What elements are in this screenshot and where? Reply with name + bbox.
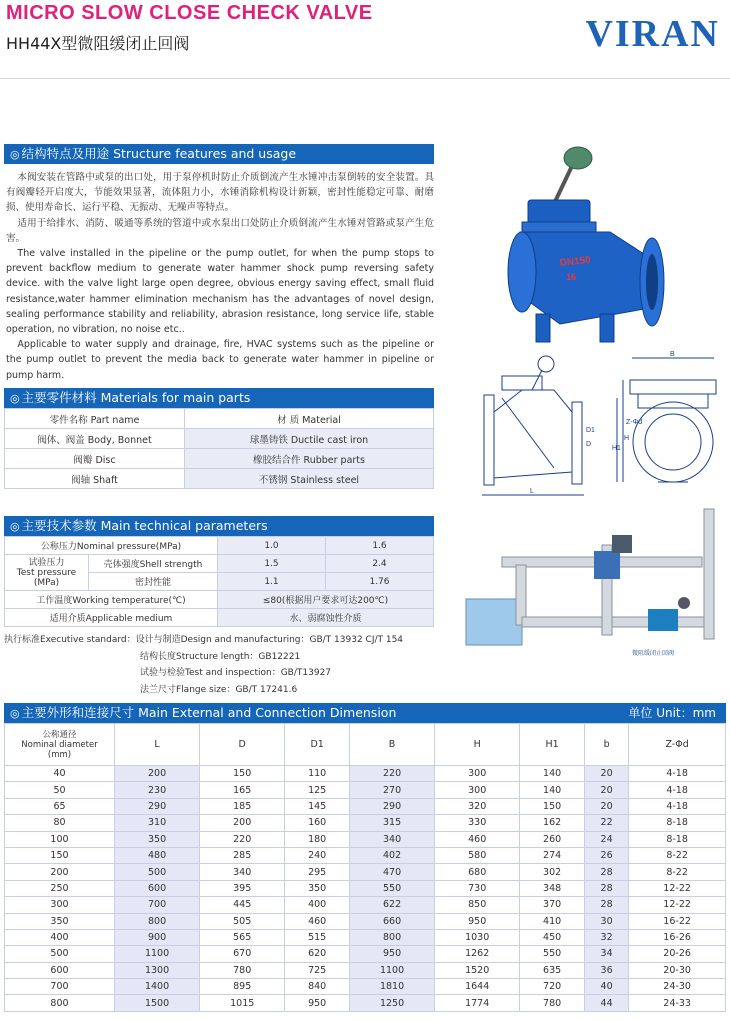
- d-cell: 1015: [200, 995, 285, 1011]
- table-row: [5, 962, 726, 978]
- dimensions-unit: 单位 Unit：mm: [628, 706, 716, 720]
- header-material: 材 质 Material: [185, 409, 434, 429]
- table-row: [5, 537, 434, 555]
- header-d1: D1: [285, 724, 350, 766]
- d1-cell: 400: [285, 897, 350, 913]
- header-h1: H1: [520, 724, 585, 766]
- b-cell: 1250: [349, 995, 434, 1011]
- nominal-diameter-cell: 40: [5, 766, 115, 782]
- nominal-diameter-cell: 500: [5, 946, 115, 962]
- h-cell: 850: [435, 897, 520, 913]
- h-cell: 1520: [435, 962, 520, 978]
- nominal-diameter-cell: 350: [5, 913, 115, 929]
- header-l: L: [115, 724, 200, 766]
- b-cell: 1100: [349, 962, 434, 978]
- table-row: [5, 847, 726, 863]
- z-phi-d-cell: 12-22: [629, 880, 726, 896]
- l-cell: 900: [115, 929, 200, 945]
- b-small-cell: 32: [584, 929, 628, 945]
- features-heading-bar: [4, 144, 434, 164]
- materials-heading-bar: [4, 388, 434, 408]
- b-cell: 402: [349, 847, 434, 863]
- dimension-drawing: [462, 350, 728, 500]
- b-small-cell: 20: [584, 782, 628, 798]
- z-phi-d-cell: 12-22: [629, 897, 726, 913]
- table-row: [5, 929, 726, 945]
- seal-value-2: 1.76: [326, 573, 434, 591]
- l-cell: 1300: [115, 962, 200, 978]
- standard-line-4: 法兰尺寸Flange size：GB/T 17241.6: [140, 684, 298, 695]
- shell-value-2: 2.4: [326, 555, 434, 573]
- table-header-row: [5, 409, 434, 429]
- nominal-diameter-cell: 100: [5, 831, 115, 847]
- install-caption: 微阻缓闭止回阀: [632, 651, 675, 657]
- b-cell: 550: [349, 880, 434, 896]
- bullet-icon: ◎: [10, 148, 20, 161]
- table-row: [5, 815, 726, 831]
- features-en-para1: The valve installed in the pipeline or the pump outlet, for when the pump stops to prevent backflow medium to generate water hammer shock pump reversing safety device. with the valve light large open degree, obvious energy saving effect, small fluid resistance,water hammer elimination mechanism has the advantages of novel design, sealing performance stability and reliability, abrasion resistance, long service life, stable operation, no vibration, no noise etc..: [6, 248, 434, 336]
- b-small-cell: 34: [584, 946, 628, 962]
- photo-label-pn: 16: [566, 272, 577, 282]
- nominal-diameter-cell: 700: [5, 979, 115, 995]
- d-cell: 200: [200, 815, 285, 831]
- technical-heading: 主要技术参数 Main technical parameters: [21, 518, 268, 533]
- nd-en: Nominal diameter: [21, 739, 98, 750]
- table-row: [5, 609, 434, 627]
- features-cn-para1: 本阀安装在管路中或泵的出口处，用于泵停机时防止介质倒流产生水锤冲击泵倒转的安全装置。具有阀瓣轻开启度大，节能效果显著，流体阻力小，水锤消除机构设计新颖，密封性能稳定可靠、耐磨损、使用寿命长、运行平稳、无振动、无噪声等特点。: [6, 172, 434, 214]
- nominal-diameter-cell: 800: [5, 995, 115, 1011]
- z-phi-d-cell: 8-18: [629, 831, 726, 847]
- d-cell: 340: [200, 864, 285, 880]
- table-row: [5, 555, 434, 573]
- d-cell: 505: [200, 913, 285, 929]
- l-cell: 1100: [115, 946, 200, 962]
- d-cell: 445: [200, 897, 285, 913]
- b-cell: 950: [349, 946, 434, 962]
- b-cell: 315: [349, 815, 434, 831]
- b-small-cell: 22: [584, 815, 628, 831]
- table-row: [5, 946, 726, 962]
- bullet-icon: ◎: [10, 707, 20, 720]
- header-b: B: [349, 724, 434, 766]
- header-b-small: b: [584, 724, 628, 766]
- d-cell: 150: [200, 766, 285, 782]
- technical-heading-bar: [4, 516, 434, 536]
- header-d: D: [200, 724, 285, 766]
- nominal-value-2: 1.6: [326, 537, 434, 555]
- z-phi-d-cell: 20-26: [629, 946, 726, 962]
- test-label-cn: 试验压力: [28, 557, 65, 568]
- header-z-phi-d: Z-Φd: [629, 724, 726, 766]
- l-cell: 1500: [115, 995, 200, 1011]
- materials-heading: 主要零件材料 Materials for main parts: [21, 390, 251, 405]
- material-cell: 球墨铸铁 Ductile cast iron: [185, 429, 434, 449]
- table-row: [5, 864, 726, 880]
- h-cell: 300: [435, 782, 520, 798]
- h-cell: 1030: [435, 929, 520, 945]
- h1-cell: 450: [520, 929, 585, 945]
- header-h: H: [435, 724, 520, 766]
- nominal-diameter-cell: 300: [5, 897, 115, 913]
- b-small-cell: 30: [584, 913, 628, 929]
- d-cell: 220: [200, 831, 285, 847]
- z-phi-d-cell: 20-30: [629, 962, 726, 978]
- d-cell: 780: [200, 962, 285, 978]
- header-part-name: 零件名称 Part name: [5, 409, 185, 429]
- z-phi-d-cell: 8-18: [629, 815, 726, 831]
- z-phi-d-cell: 8-22: [629, 847, 726, 863]
- medium-value: 水、弱腐蚀性介质: [218, 609, 434, 627]
- d1-cell: 515: [285, 929, 350, 945]
- b-cell: 622: [349, 897, 434, 913]
- d1-cell: 620: [285, 946, 350, 962]
- materials-table: [4, 408, 434, 489]
- nominal-diameter-cell: 65: [5, 798, 115, 814]
- part-name-cell: 阀体、阀盖 Body, Bonnet: [5, 429, 185, 449]
- nominal-pressure-label: 公称压力Nominal pressure(MPa): [5, 537, 218, 555]
- h-cell: 1262: [435, 946, 520, 962]
- z-phi-d-cell: 4-18: [629, 766, 726, 782]
- temperature-value: ≤80(根据用户要求可达200℃): [218, 591, 434, 609]
- l-cell: 500: [115, 864, 200, 880]
- b-small-cell: 40: [584, 979, 628, 995]
- h-cell: 950: [435, 913, 520, 929]
- shell-strength-label: 壳体强度Shell strength: [89, 555, 218, 573]
- title-cn: HH44X型微阻缓闭止回阀: [6, 34, 190, 53]
- l-cell: 200: [115, 766, 200, 782]
- table-row: [5, 798, 726, 814]
- table-row: [5, 766, 726, 782]
- nominal-diameter-cell: 150: [5, 847, 115, 863]
- table-row: [5, 782, 726, 798]
- table-row: [5, 897, 726, 913]
- nominal-diameter-cell: 400: [5, 929, 115, 945]
- d1-cell: 840: [285, 979, 350, 995]
- b-small-cell: 44: [584, 995, 628, 1011]
- l-cell: 1400: [115, 979, 200, 995]
- l-cell: 800: [115, 913, 200, 929]
- d1-cell: 180: [285, 831, 350, 847]
- b-small-cell: 28: [584, 880, 628, 896]
- h1-cell: 260: [520, 831, 585, 847]
- h1-cell: 370: [520, 897, 585, 913]
- z-phi-d-cell: 16-26: [629, 929, 726, 945]
- photo-label-dn: DN150: [559, 254, 592, 269]
- h1-cell: 720: [520, 979, 585, 995]
- d1-cell: 460: [285, 913, 350, 929]
- l-cell: 700: [115, 897, 200, 913]
- z-phi-d-cell: 16-22: [629, 913, 726, 929]
- features-heading: 结构特点及用途 Structure features and usage: [21, 146, 297, 161]
- standard-line-3: 试验与检验Test and inspection：GB/T13927: [140, 668, 332, 678]
- b-small-cell: 28: [584, 864, 628, 880]
- d-cell: 670: [200, 946, 285, 962]
- d1-cell: 125: [285, 782, 350, 798]
- material-cell: 橡胶结合件 Rubber parts: [185, 449, 434, 469]
- h1-cell: 274: [520, 847, 585, 863]
- nd-unit: (mm): [47, 749, 72, 760]
- table-row: [5, 469, 434, 489]
- drawing-label-l: L: [530, 488, 534, 495]
- dimensions-table: [4, 723, 726, 1012]
- h-cell: 730: [435, 880, 520, 896]
- standard-line-1: 执行标准Executive standard：设计与制造Design and manufacturing：GB/T 13932 CJ/T 154: [4, 635, 404, 645]
- table-row: [5, 429, 434, 449]
- h-cell: 300: [435, 766, 520, 782]
- h-cell: 330: [435, 815, 520, 831]
- nominal-diameter-cell: 200: [5, 864, 115, 880]
- dimensions-heading: 主要外形和连接尺寸 Main External and Connection Dimension: [21, 705, 397, 720]
- h-cell: 320: [435, 798, 520, 814]
- b-small-cell: 36: [584, 962, 628, 978]
- d1-cell: 160: [285, 815, 350, 831]
- d1-cell: 295: [285, 864, 350, 880]
- b-cell: 340: [349, 831, 434, 847]
- counterweight: [564, 147, 592, 169]
- dimensions-heading-bar: [4, 703, 726, 723]
- table-row: [5, 913, 726, 929]
- drawing-label-b: B: [670, 351, 675, 358]
- l-cell: 350: [115, 831, 200, 847]
- title-en: MICRO SLOW CLOSE CHECK VALVE: [6, 2, 373, 24]
- z-phi-d-cell: 24-33: [629, 995, 726, 1011]
- b-cell: 1810: [349, 979, 434, 995]
- z-phi-d-cell: 4-18: [629, 782, 726, 798]
- d1-cell: 110: [285, 766, 350, 782]
- drawing-label-h: H: [624, 435, 630, 442]
- d1-cell: 350: [285, 880, 350, 896]
- l-cell: 480: [115, 847, 200, 863]
- part-name-cell: 阀瓣 Disc: [5, 449, 185, 469]
- technical-table: [4, 536, 434, 627]
- h-cell: 580: [435, 847, 520, 863]
- d1-cell: 145: [285, 798, 350, 814]
- drawing-label-h1: H1: [612, 445, 621, 452]
- nd-cn: 公称通径: [42, 729, 77, 740]
- features-cn-para2: 适用于给排水、消防、暖通等系统的管道中或水泵出口处防止介质倒流产生水锤对管路或泵产生危害。: [6, 217, 434, 244]
- l-cell: 290: [115, 798, 200, 814]
- h1-cell: 140: [520, 766, 585, 782]
- d1-cell: 240: [285, 847, 350, 863]
- d-cell: 185: [200, 798, 285, 814]
- brand-logo: VIRAN: [585, 13, 720, 55]
- d1-cell: 950: [285, 995, 350, 1011]
- b-small-cell: 20: [584, 798, 628, 814]
- features-en-para2: Applicable to water supply and drainage, fire, HVAC systems such as the pipeline or the pump outlet to prevent the media back to generate water hammer in pipeline or pump harm.: [6, 339, 434, 381]
- header-nominal-diameter: [5, 724, 115, 766]
- bullet-icon: ◎: [10, 392, 20, 405]
- b-cell: 470: [349, 864, 434, 880]
- l-cell: 230: [115, 782, 200, 798]
- medium-label: 适用介质Applicable medium: [5, 609, 218, 627]
- h1-cell: 150: [520, 798, 585, 814]
- features-text: [6, 170, 434, 383]
- h-cell: 460: [435, 831, 520, 847]
- nominal-diameter-cell: 250: [5, 880, 115, 896]
- material-cell: 不锈钢 Stainless steel: [185, 469, 434, 489]
- seal-value-1: 1.1: [218, 573, 326, 591]
- drawing-label-d: D: [586, 441, 592, 448]
- h1-cell: 550: [520, 946, 585, 962]
- drawing-label-z: Z-Φd: [626, 419, 643, 426]
- h1-cell: 635: [520, 962, 585, 978]
- nominal-value-1: 1.0: [218, 537, 326, 555]
- standards-block: [4, 632, 403, 698]
- shell-value-1: 1.5: [218, 555, 326, 573]
- h1-cell: 162: [520, 815, 585, 831]
- b-cell: 290: [349, 798, 434, 814]
- b-small-cell: 24: [584, 831, 628, 847]
- l-cell: 600: [115, 880, 200, 896]
- table-row: [5, 880, 726, 896]
- b-small-cell: 20: [584, 766, 628, 782]
- nominal-diameter-cell: 50: [5, 782, 115, 798]
- bullet-icon: ◎: [10, 520, 20, 533]
- table-header-row: [5, 724, 726, 766]
- part-name-cell: 阀轴 Shaft: [5, 469, 185, 489]
- b-small-cell: 28: [584, 897, 628, 913]
- dimensions-body: [5, 766, 726, 1012]
- b-cell: 220: [349, 766, 434, 782]
- table-row: [5, 591, 434, 609]
- valve-photo: [500, 138, 680, 348]
- drawing-label-d1: D1: [586, 427, 595, 434]
- h-cell: 1774: [435, 995, 520, 1011]
- z-phi-d-cell: 24-30: [629, 979, 726, 995]
- b-cell: 270: [349, 782, 434, 798]
- table-row: [5, 979, 726, 995]
- d-cell: 565: [200, 929, 285, 945]
- h1-cell: 302: [520, 864, 585, 880]
- table-row: [5, 449, 434, 469]
- d1-cell: 725: [285, 962, 350, 978]
- h1-cell: 348: [520, 880, 585, 896]
- table-row: [5, 995, 726, 1011]
- d-cell: 395: [200, 880, 285, 896]
- z-phi-d-cell: 8-22: [629, 864, 726, 880]
- installation-diagram: [462, 505, 728, 665]
- h-cell: 680: [435, 864, 520, 880]
- h1-cell: 410: [520, 913, 585, 929]
- standard-line-2: 结构长度Structure length：GB12221: [140, 651, 301, 662]
- d-cell: 165: [200, 782, 285, 798]
- b-small-cell: 26: [584, 847, 628, 863]
- h1-cell: 780: [520, 995, 585, 1011]
- test-label-unit: (MPa): [33, 577, 60, 588]
- test-label-en: Test pressure: [16, 567, 77, 578]
- b-cell: 800: [349, 929, 434, 945]
- test-pressure-label: [5, 555, 89, 591]
- seal-label: 密封性能: [89, 573, 218, 591]
- nominal-diameter-cell: 600: [5, 962, 115, 978]
- nominal-diameter-cell: 80: [5, 815, 115, 831]
- h1-cell: 140: [520, 782, 585, 798]
- d-cell: 285: [200, 847, 285, 863]
- z-phi-d-cell: 4-18: [629, 798, 726, 814]
- temperature-label: 工作温度Working temperature(℃): [5, 591, 218, 609]
- d-cell: 895: [200, 979, 285, 995]
- b-cell: 660: [349, 913, 434, 929]
- h-cell: 1644: [435, 979, 520, 995]
- l-cell: 310: [115, 815, 200, 831]
- header-divider: [0, 78, 730, 79]
- table-row: [5, 831, 726, 847]
